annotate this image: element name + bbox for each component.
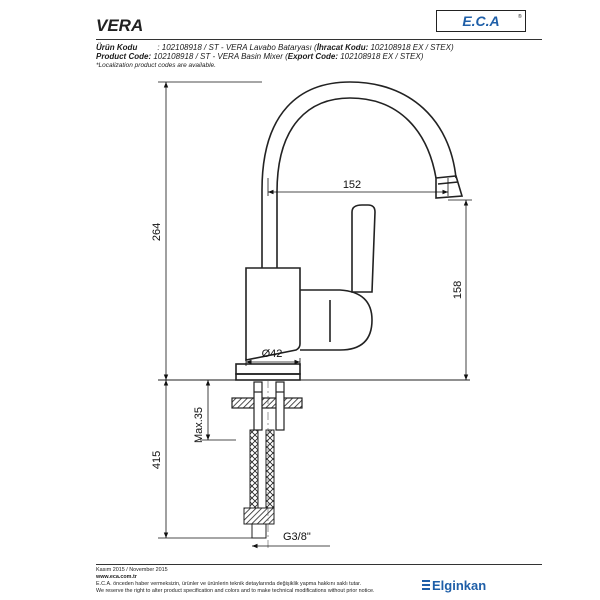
- footer-date: Kasım 2015 / November 2015: [96, 567, 168, 573]
- hose-nut: [244, 508, 274, 524]
- eca-logo-text: E.C.A: [462, 13, 500, 29]
- tr-export-label: İhracat Kodu:: [316, 43, 369, 52]
- threaded-rod-right: [276, 382, 284, 430]
- spout-outer: [262, 82, 456, 268]
- lever-handle: [352, 205, 375, 292]
- footer-disclaimer-tr: E.C.A. önceden haber vermeksizin, ürünler ve ürünlerin teknik detaylarında değişiklik yapma hakkını saklı tutar.: [96, 581, 362, 587]
- en-value: 102108918 / ST - VERA Basin Mixer (: [151, 52, 288, 61]
- footer-disclaimer-en: We reserve the right to alter product specification and colors and to make technical modifications without prior notice.: [96, 588, 375, 594]
- faucet-body: [246, 268, 300, 360]
- threaded-rod-left: [254, 382, 262, 430]
- cartridge-housing: [300, 290, 372, 350]
- dim-base-diameter-label: Ø42: [261, 348, 283, 360]
- footer-divider: [96, 564, 542, 565]
- tr-label: Ürün Kodu: [96, 43, 138, 52]
- mounting-plate: [232, 398, 302, 408]
- hose-fitting: [252, 524, 266, 538]
- elginkan-mark-icon: [422, 580, 430, 590]
- dim-thread-label: G3/8": [283, 531, 311, 543]
- localization-note: *Localization product codes are available.: [96, 62, 216, 69]
- en-export-label: Export Code:: [287, 52, 338, 61]
- tr-export-value: 102108918 EX / STEX): [368, 43, 454, 52]
- dim-reach-label: 152: [342, 179, 362, 191]
- mounting-assembly: [232, 382, 302, 430]
- spout-tip: [436, 176, 462, 198]
- en-export-value: 102108918 EX / STEX): [338, 52, 424, 61]
- dim-max-thickness-label: Max.35: [193, 406, 205, 444]
- tr-value: : 102108918 / ST - VERA Lavabo Bataryası (: [157, 43, 317, 52]
- registered-mark: ®: [518, 14, 522, 20]
- footer-website[interactable]: www.eca.com.tr: [96, 574, 137, 580]
- en-label: Product Code:: [96, 52, 152, 61]
- dim-hose-length-label: 415: [151, 450, 163, 470]
- hose-right: [266, 430, 274, 508]
- flexible-hoses: [244, 430, 274, 538]
- elginkan-brand-text: Elginkan: [432, 578, 487, 593]
- dim-total-height-label: 264: [151, 222, 163, 242]
- faucet-outline: [236, 82, 462, 380]
- document-title: VERA: [96, 16, 144, 35]
- dim-spout-height-label: 158: [452, 280, 464, 300]
- dim-max-thickness: [200, 380, 236, 440]
- elginkan-logo: [422, 577, 542, 593]
- hose-left: [250, 430, 258, 508]
